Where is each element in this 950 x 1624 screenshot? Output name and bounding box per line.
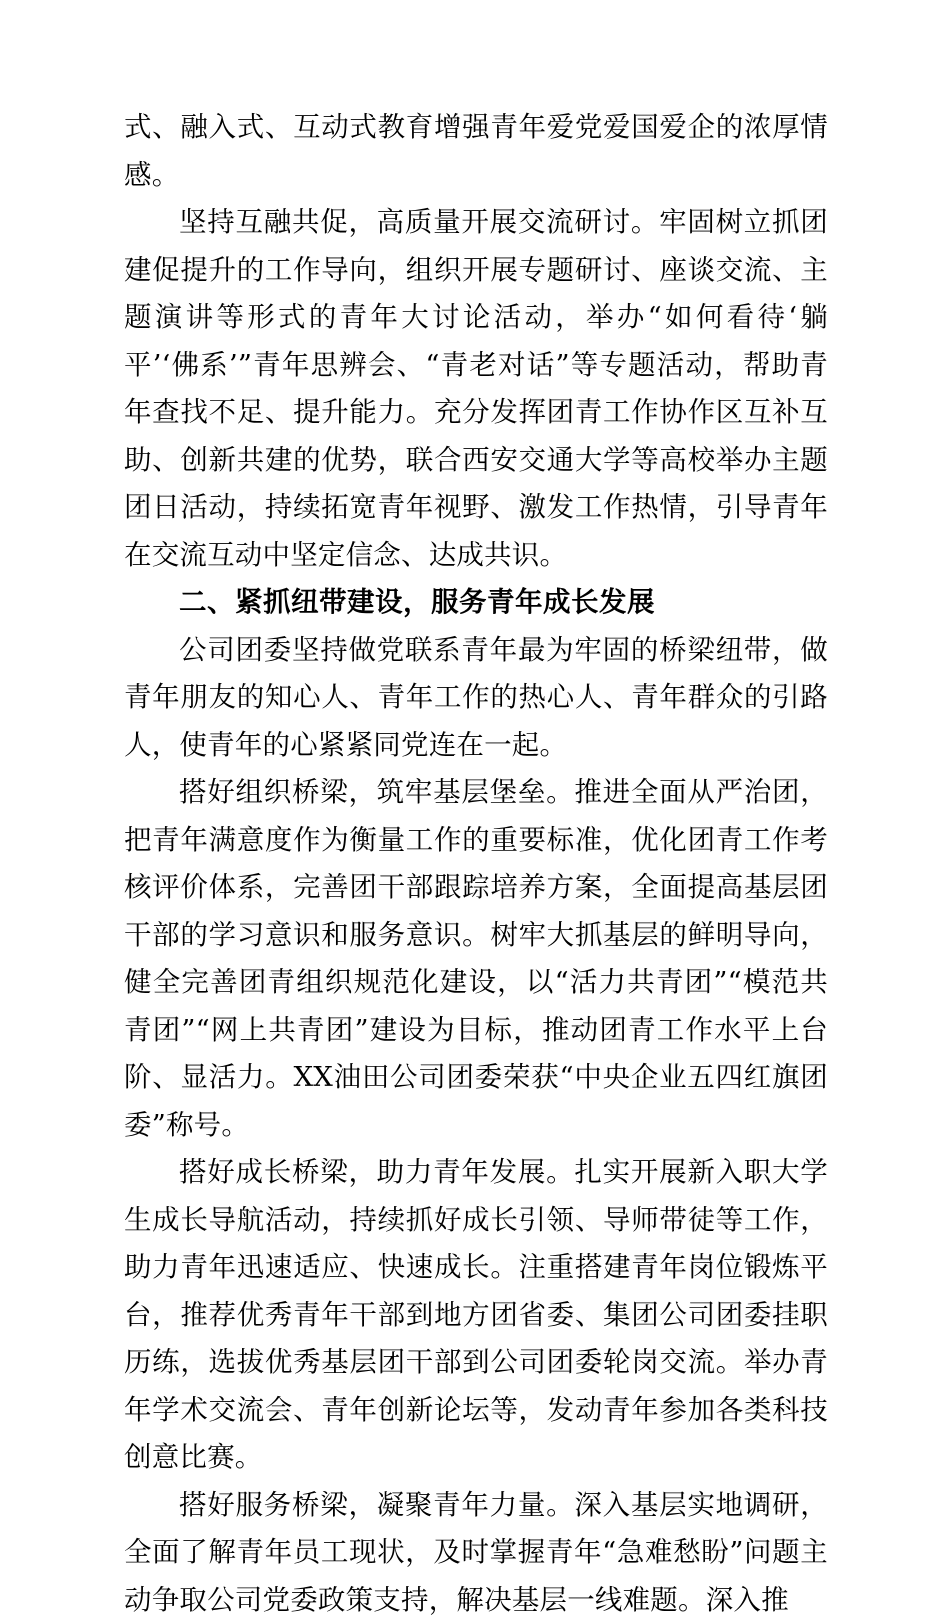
paragraph-continued: 式、融入式、互动式教育增强青年爱党爱国爱企的浓厚情感。 — [124, 104, 828, 199]
paragraph-service-bridge: 搭好服务桥梁，凝聚青年力量。深入基层实地调研，全面了解青年员工现状，及时掌握青年“急难愁盼”问题主动争取公司党委政策支持，解决基层一线难题。深入推 — [124, 1482, 828, 1624]
document-body — [124, 104, 828, 1624]
section-heading-two: 二、紧抓纽带建设，服务青年成长发展 — [124, 579, 828, 627]
paragraph-bridge-intro: 公司团委坚持做党联系青年最为牢固的桥梁纽带，做青年朋友的知心人、青年工作的热心人、青年群众的引路人，使青年的心紧紧同党连在一起。 — [124, 627, 828, 770]
paragraph-organization-bridge: 搭好组织桥梁，筑牢基层堡垒。推进全面从严治团，把青年满意度作为衡量工作的重要标准，优化团青工作考核评价体系，完善团干部跟踪培养方案，全面提高基层团干部的学习意识和服务意识。树牢大抓基层的鲜明导向，健全完善团青组织规范化建设，以“活力共青团”“模范共青团”“网上共青团”建设为目标，推动团青工作水平上台阶、显活力。XX油田公司团委荣获“中央企业五四红旗团委”称号。 — [124, 769, 828, 1149]
paragraph-exchange-seminars: 坚持互融共促，高质量开展交流研讨。牢固树立抓团建促提升的工作导向，组织开展专题研讨、座谈交流、主题演讲等形式的青年大讨论活动，举办“如何看待‘躺平’‘佛系’”青年思辨会、“青老对话”等专题活动，帮助青年查找不足、提升能力。充分发挥团青工作协作区互补互助、创新共建的优势，联合西安交通大学等高校举办主题团日活动，持续拓宽青年视野、激发工作热情，引导青年在交流互动中坚定信念、达成共识。 — [124, 199, 828, 579]
paragraph-growth-bridge: 搭好成长桥梁，助力青年发展。扎实开展新入职大学生成长导航活动，持续抓好成长引领、导师带徒等工作，助力青年迅速适应、快速成长。注重搭建青年岗位锻炼平台，推荐优秀青年干部到地方团省委、集团公司团委挂职历练，选拔优秀基层团干部到公司团委轮岗交流。举办青年学术交流会、青年创新论坛等，发动青年参加各类科技创意比赛。 — [124, 1149, 828, 1482]
